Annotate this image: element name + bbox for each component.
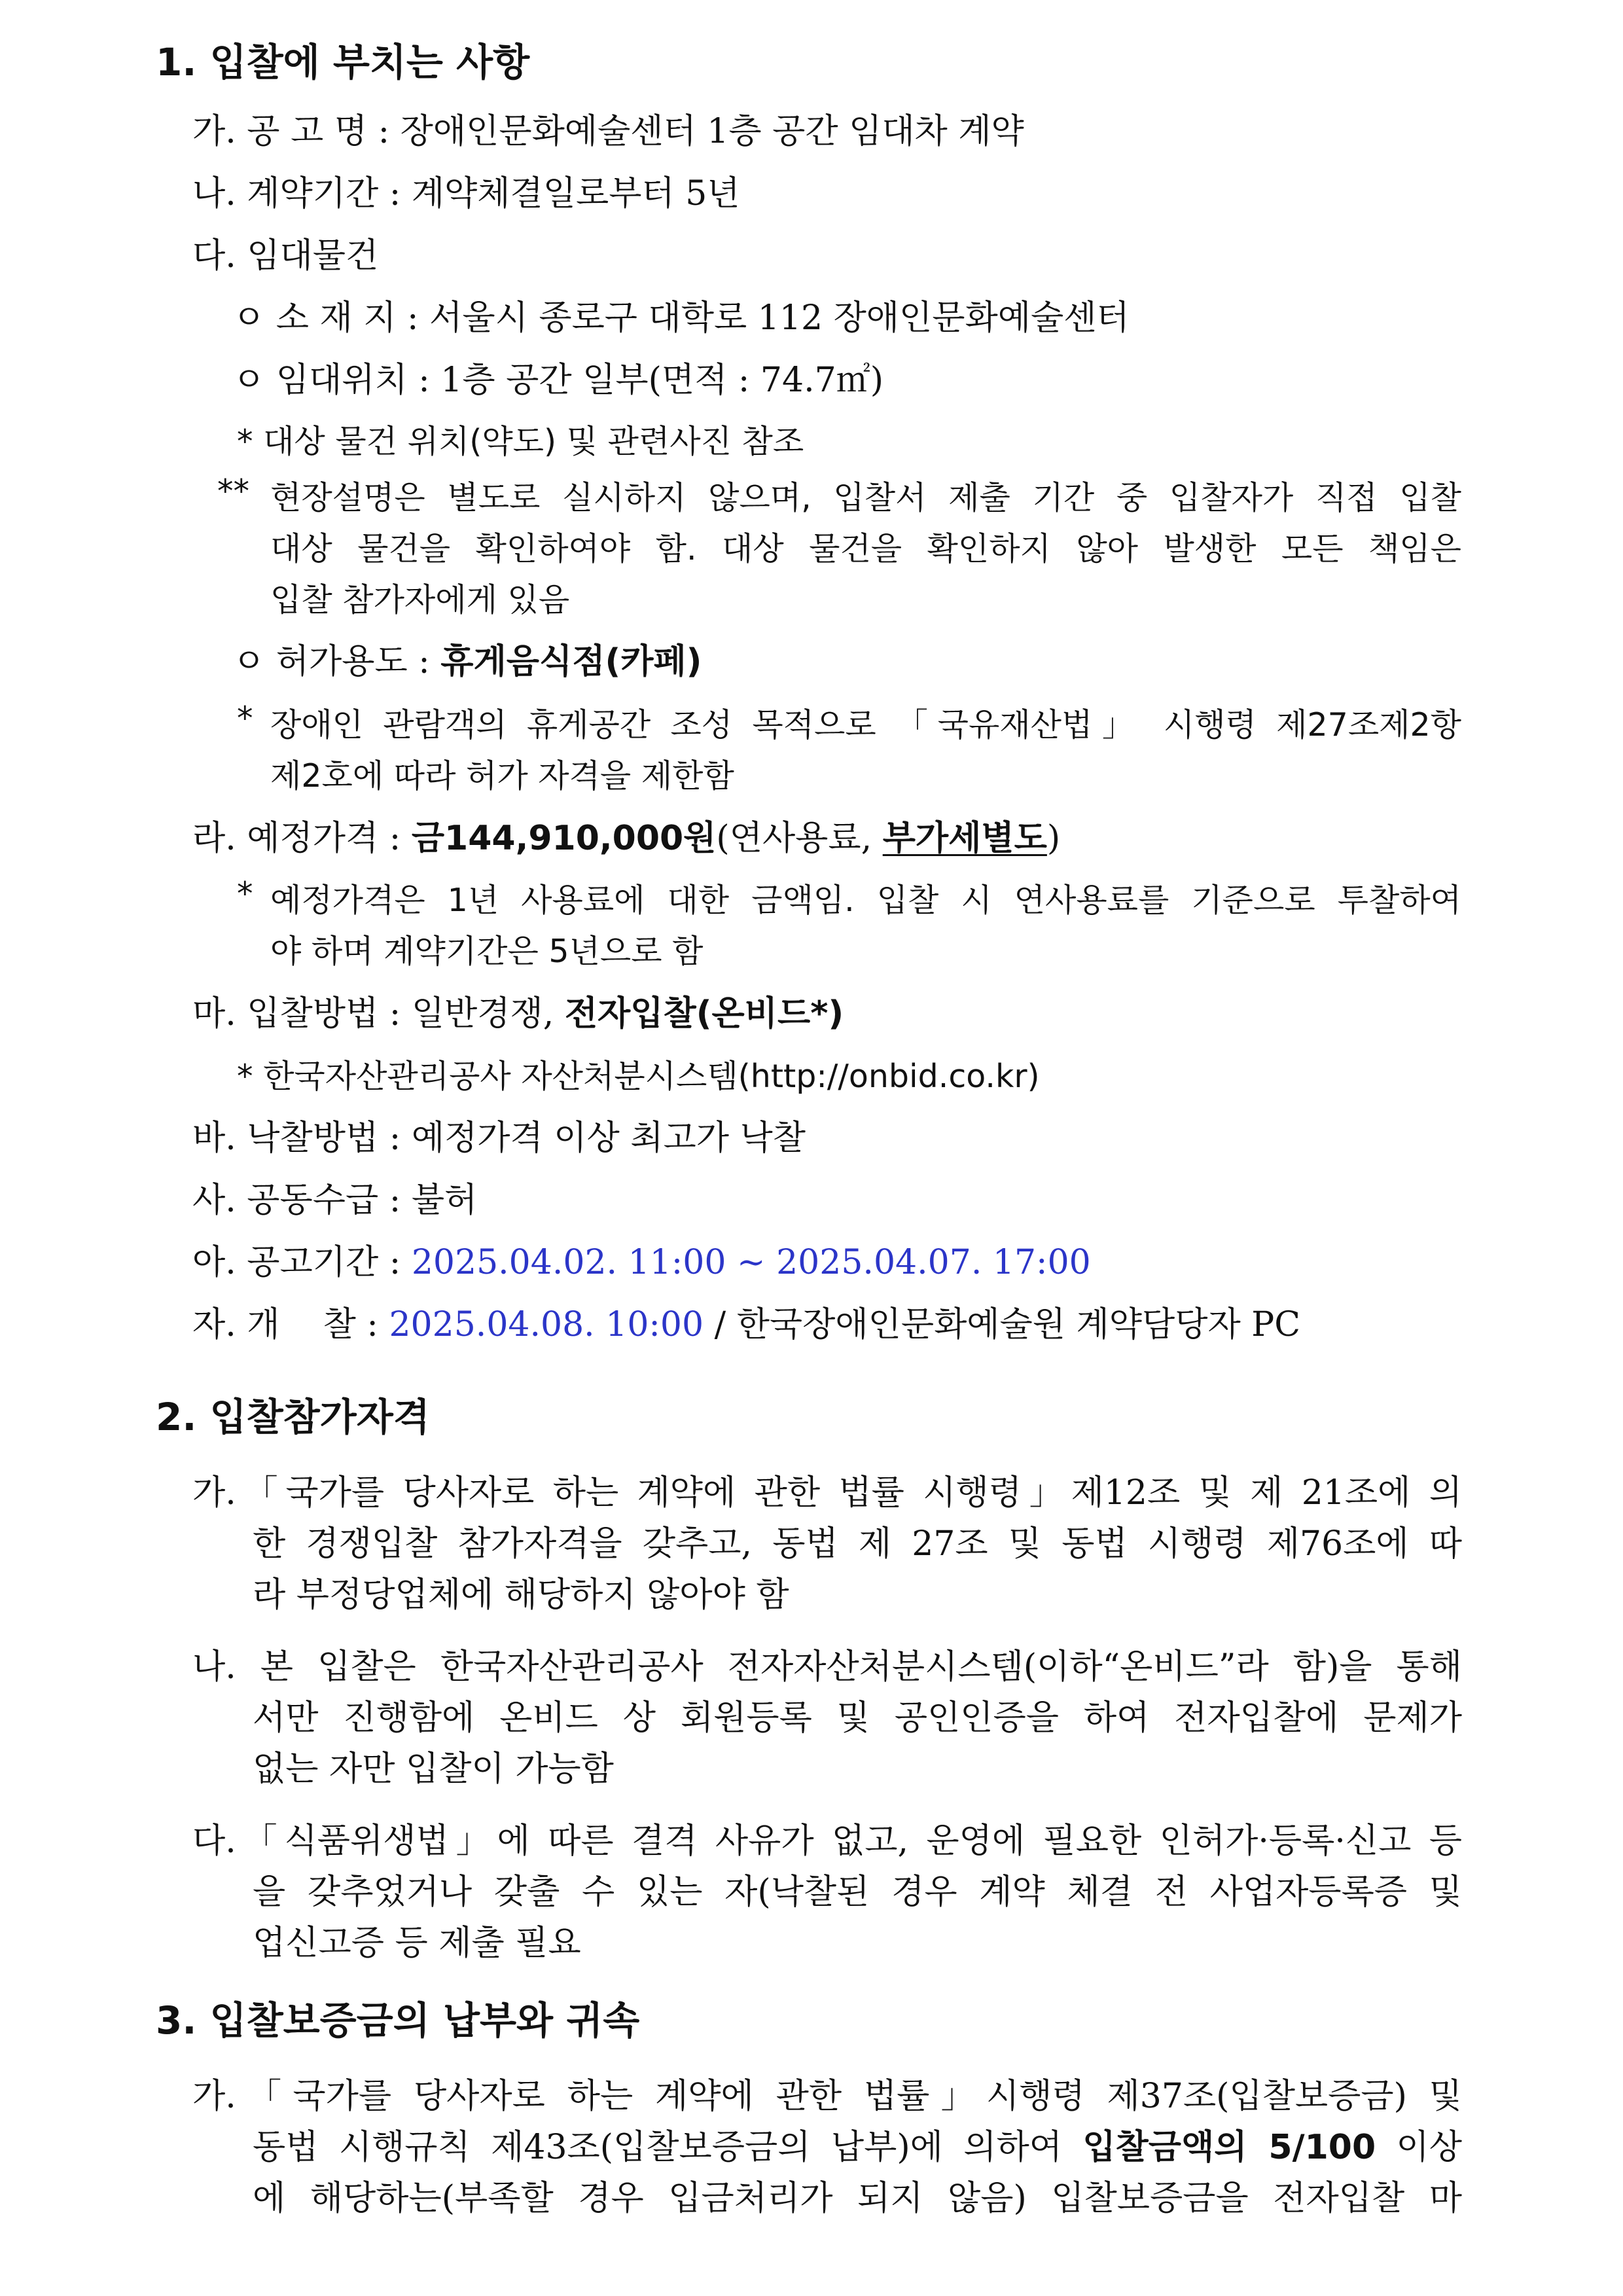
s2-ga-line-2: 한 경쟁입찰 참가자격을 갖추고, 동법 제 27조 및 동법 시행령 제76조에 따	[253, 1524, 1462, 1564]
deposit-ratio: 입찰금액의 5/100	[1082, 2128, 1376, 2167]
item-label: 나. 계약기간 :	[192, 174, 401, 213]
note-mark: *	[237, 700, 253, 737]
note-restriction-line-1: 장애인 관람객의 휴게공간 조성 목적으로 「국유재산법」 시행령 제27조제2항	[270, 706, 1461, 744]
item-ra-estimated-price	[192, 810, 1060, 859]
item-value: 계약체결일로부터 5년	[411, 174, 740, 213]
note-mark: **	[217, 473, 249, 510]
note-restriction-line-2: 제2호에 따라 허가 자격을 제한함	[270, 757, 734, 795]
item-da-rental-property: 다. 임대물건	[192, 236, 379, 276]
section-3-heading: 3. 입찰보증금의 납부와 귀속	[156, 1998, 640, 2043]
note-price-line-1: 예정가격은 1년 사용료에 대한 금액임. 입찰 시 연사용료를 기준으로 투찰하여	[270, 882, 1461, 919]
sub-value: 서울시 종로구 대학로 112 장애인문화예술센터	[429, 298, 1130, 338]
sub-value: 휴게음식점(카페)	[440, 642, 702, 681]
item-na-contract-period	[192, 166, 740, 215]
sub-rental-position	[232, 352, 883, 401]
s2-da-line-3: 업신고증 등 제출 필요	[253, 1924, 581, 1963]
electronic-bidding: 전자입찰(온비드*)	[564, 994, 844, 1033]
section-2-heading: 2. 입찰참가자격	[156, 1395, 430, 1439]
item-value: 일반경쟁,	[411, 994, 565, 1033]
item-label: 바. 낙찰방법 :	[192, 1119, 401, 1158]
item-label: 자. 개 찰 :	[192, 1305, 378, 1344]
s2-ga-line-1: 가.「국가를 당사자로 하는 계약에 관한 법률 시행령」제12조 및 제 21조에 의	[192, 1473, 1462, 1513]
sub-permitted-use	[232, 634, 702, 683]
item-value: 장애인문화예술센터 1층 공간 임대차 계약	[400, 112, 1024, 151]
s2-na-line-1: 나. 본 입찰은 한국자산관리공사 전자자산처분시스템(이하“온비드”라 함)을 통해	[192, 1647, 1462, 1687]
s3-ga-line-2: 동법 시행규칙 제43조(입찰보증금의 납부)에 의하여 입찰금액의 5/100 이상	[253, 2128, 1463, 2167]
sub-label: ㅇ 허가용도 :	[232, 642, 430, 681]
s2-na-line-3: 없는 자만 입찰이 가능함	[253, 1749, 614, 1789]
section-1-heading: 1. 입찰에 부치는 사항	[156, 40, 530, 84]
sub-label: ㅇ 임대위치 :	[232, 361, 430, 400]
sub-label: ㅇ 소 재 지 :	[232, 298, 419, 338]
item-label: 사. 공동수급 :	[192, 1181, 401, 1220]
note-onbid-system: * 한국자산관리공사 자산처분시스템(http://onbid.co.kr)	[237, 1058, 1040, 1095]
item-ma-bidding-method	[192, 986, 844, 1035]
item-value: 불허	[411, 1181, 478, 1220]
bid-opening-place: / 한국장애인문화예술원 계약담당자 PC	[704, 1305, 1301, 1344]
item-ga-announcement	[192, 103, 1024, 152]
item-label: 아. 공고기간 :	[192, 1243, 401, 1282]
s3-ga-line-3: 에 해당하는(부족할 경우 입금처리가 되지 않음) 입찰보증금을 전자입찰 마	[253, 2179, 1462, 2218]
item-label: 라. 예정가격 :	[192, 819, 401, 858]
item-label: 마. 입찰방법 :	[192, 994, 401, 1033]
vat-excluded: 부가세별도	[882, 819, 1047, 858]
item-ja-bid-opening	[192, 1297, 1300, 1346]
s2-da-line-1: 다.「식품위생법」에 따른 결격 사유가 없고, 운영에 필요한 인허가·등록·신고 등	[192, 1821, 1462, 1861]
note-site-visit-line-2: 대상 물건을 확인하여야 함. 대상 물건을 확인하지 않아 발생한 모든 책임은	[270, 530, 1461, 567]
announcement-period-value: 2025.04.02. 11:00 ~ 2025.04.07. 17:00	[411, 1243, 1091, 1282]
note-reference-map: * 대상 물건 위치(약도) 및 관련사진 참조	[237, 423, 804, 460]
s2-da-line-2: 을 갖추었거나 갖출 수 있는 자(낙찰된 경우 계약 체결 전 사업자등록증 및	[253, 1873, 1462, 1912]
price-amount: 금144,910,000원	[411, 819, 717, 858]
s2-ga-line-3: 라 부정당업체에 해당하지 않아야 함	[253, 1575, 789, 1615]
item-ba-award-method	[192, 1110, 806, 1159]
sub-location	[232, 290, 1130, 339]
note-price-line-2: 야 하며 계약기간은 5년으로 함	[270, 933, 704, 970]
note-mark: *	[237, 875, 253, 912]
price-note: (연사용료,	[716, 819, 883, 858]
s3-ga-line-1: 가.「국가를 당사자로 하는 계약에 관한 법률」시행령 제37조(입찰보증금) 및	[192, 2077, 1462, 2116]
note-site-visit-line-3: 입찰 참가자에게 있음	[270, 581, 570, 619]
item-sa-joint-contract	[192, 1172, 477, 1221]
item-value: 예정가격 이상 최고가 낙찰	[411, 1119, 806, 1158]
bid-opening-datetime: 2025.04.08. 10:00	[389, 1305, 704, 1344]
item-label: 가. 공 고 명 :	[192, 112, 390, 151]
price-note-end: )	[1046, 819, 1061, 858]
s2-na-line-2: 서만 진행함에 온비드 상 회원등록 및 공인인증을 하여 전자입찰에 문제가	[253, 1698, 1462, 1738]
note-site-visit-line-1: 현장설명은 별도로 실시하지 않으며, 입찰서 제출 기간 중 입찰자가 직접 입찰	[270, 479, 1461, 516]
sub-value: 1층 공간 일부(면적 : 74.7㎡)	[440, 361, 883, 400]
item-a-announcement-period	[192, 1234, 1091, 1283]
